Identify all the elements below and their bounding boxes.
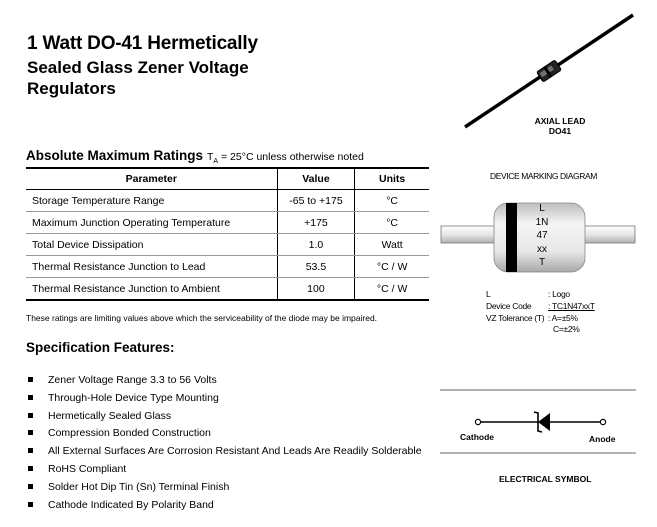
row-units: °C / W xyxy=(355,278,429,301)
ratings-condition-subscript: A xyxy=(213,158,219,166)
subtitle-line-2: Regulators xyxy=(27,79,116,98)
ratings-condition-text: = 25°C unless otherwise noted xyxy=(218,151,364,163)
header-value: Value xyxy=(277,168,355,190)
anode-terminal xyxy=(600,419,605,424)
diode-triangle xyxy=(538,413,550,431)
ratings-condition xyxy=(207,151,364,165)
bullet-icon xyxy=(28,377,33,382)
left-lead xyxy=(441,226,497,243)
row-units: °C xyxy=(355,212,429,234)
package-label xyxy=(520,116,600,136)
subtitle-line-1: Sealed Glass Zener Voltage xyxy=(27,58,249,77)
bullet-icon xyxy=(28,484,33,489)
feature-text: Cathode Indicated By Polarity Band xyxy=(48,498,214,511)
bullet-icon xyxy=(28,448,33,453)
feature-text: All External Surfaces Are Corrosion Resistant And Leads Are Readily Solderable xyxy=(48,445,422,458)
table-row xyxy=(26,212,429,234)
cathode-terminal xyxy=(475,419,480,424)
row-value: 1.0 xyxy=(277,234,355,256)
table-header-row xyxy=(26,168,429,190)
legend-tolerance-c: C=±2% xyxy=(553,324,580,334)
list-item xyxy=(26,391,422,409)
row-units: °C / W xyxy=(355,256,429,278)
row-value: 100 xyxy=(277,278,355,301)
features-heading: Specification Features: xyxy=(26,340,175,355)
electrical-symbol-drawing xyxy=(440,385,636,460)
page-title: 1 Watt DO-41 Hermetically xyxy=(27,33,258,54)
feature-text: Zener Voltage Range 3.3 to 56 Volts xyxy=(48,374,217,386)
bullet-icon xyxy=(28,466,33,471)
header-units: Units xyxy=(355,168,429,190)
marking-line-xx: xx xyxy=(537,244,547,255)
feature-text: Hermetically Sealed Glass xyxy=(48,409,172,422)
bullet-icon xyxy=(28,395,33,400)
bullet-icon xyxy=(28,430,33,435)
bullet-icon xyxy=(28,502,33,507)
page-subtitle xyxy=(27,57,249,99)
ratings-heading: Absolute Maximum Ratings xyxy=(26,148,204,163)
ratings-footnote: These ratings are limiting values above which the serviceability of the diode may be impaired. xyxy=(26,313,378,323)
right-lead xyxy=(581,226,635,243)
list-item xyxy=(26,373,422,391)
row-value: +175 xyxy=(277,212,355,234)
cathode-band xyxy=(506,203,517,272)
row-units: Watt xyxy=(355,234,429,256)
row-value: -65 to +175 xyxy=(277,190,355,212)
legend-code-value: : TC1N47xxT xyxy=(548,301,595,311)
package-label-line2: DO41 xyxy=(548,126,572,136)
anode-label: Anode xyxy=(589,434,616,444)
legend-logo-value: : Logo xyxy=(548,289,570,299)
list-item xyxy=(26,409,422,427)
features-list xyxy=(26,373,422,515)
row-parameter: Thermal Resistance Junction to Ambient xyxy=(32,282,220,295)
header-parameter: Parameter xyxy=(26,168,277,190)
row-parameter: Storage Temperature Range xyxy=(26,190,277,212)
table-row xyxy=(26,190,429,212)
marking-diagram-title: DEVICE MARKING DIAGRAM xyxy=(490,171,597,181)
feature-text: RoHS Compliant xyxy=(48,462,127,475)
list-item xyxy=(26,498,422,516)
legend-code-key: Device Code xyxy=(486,301,532,311)
bullet-icon xyxy=(28,413,33,418)
electrical-symbol-title: ELECTRICAL SYMBOL xyxy=(499,474,592,484)
legend-logo-key: L xyxy=(486,289,491,299)
feature-text: Compression Bonded Construction xyxy=(48,427,211,440)
table-row xyxy=(26,278,429,301)
marking-line-1n: 1N xyxy=(535,217,549,228)
list-item xyxy=(26,444,422,462)
list-item xyxy=(26,426,422,444)
table-row xyxy=(26,234,429,256)
row-value: 53.5 xyxy=(277,256,355,278)
legend-tolerance-key: VZ Tolerance (T) xyxy=(486,313,545,323)
row-units: °C xyxy=(355,190,429,212)
table-row xyxy=(26,256,429,278)
row-parameter: Total Device Dissipation xyxy=(26,234,277,256)
list-item xyxy=(26,462,422,480)
feature-text: Through-Hole Device Type Mounting xyxy=(48,391,219,404)
marking-line-tolerance: T xyxy=(538,257,546,268)
cathode-label: Cathode xyxy=(460,432,494,442)
package-label-line1: AXIAL LEAD xyxy=(534,116,586,126)
ratings-table xyxy=(26,167,429,301)
row-parameter: Thermal Resistance Junction to Lead xyxy=(26,256,277,278)
marking-line-logo: L xyxy=(539,203,545,214)
row-parameter: Maximum Junction Operating Temperature xyxy=(26,212,277,234)
feature-text: Solder Hot Dip Tin (Sn) Terminal Finish xyxy=(48,480,230,493)
ratings-condition-symbol: T xyxy=(207,151,214,163)
legend-tolerance-a: : A=±5% xyxy=(548,313,578,323)
list-item xyxy=(26,480,422,498)
marking-line-47: 47 xyxy=(536,230,548,241)
